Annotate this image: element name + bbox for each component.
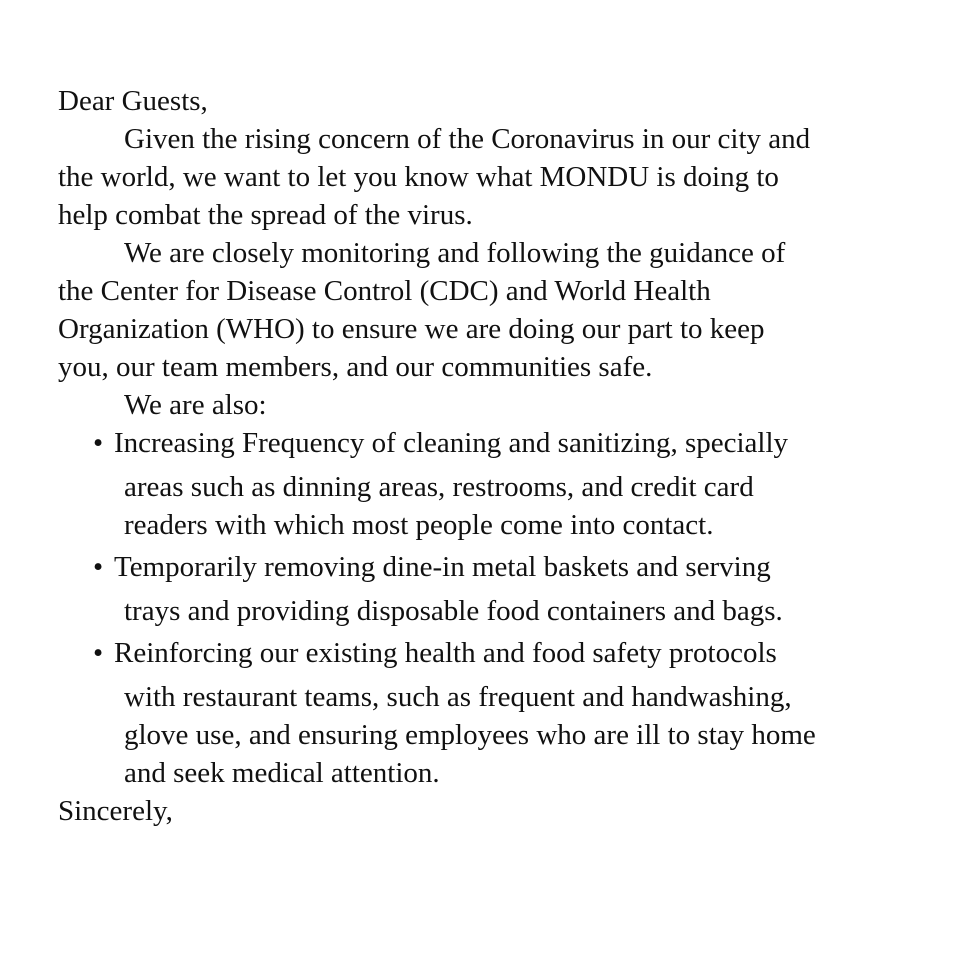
list-item-text: readers with which most people come into contact. — [124, 509, 714, 541]
paragraph-line: We are closely monitoring and following the guidance of — [124, 237, 786, 269]
list-item-text: and seek medical attention. — [124, 757, 440, 789]
paragraph-line: help combat the spread of the virus. — [58, 199, 473, 231]
paragraph-coronavirus-concern — [58, 120, 928, 234]
list-item — [58, 424, 928, 544]
closing: Sincerely, — [58, 795, 173, 827]
bullet-icon: • — [93, 427, 104, 459]
list-item-text: areas such as dinning areas, restrooms, and credit card — [124, 471, 754, 503]
paragraph-line: Organization (WHO) to ensure we are doing our part to keep — [58, 313, 765, 345]
also-intro: We are also: — [124, 389, 267, 421]
list-item-text: trays and providing disposable food containers and bags. — [124, 595, 783, 627]
paragraph-line: you, our team members, and our communities safe. — [58, 351, 653, 383]
bullet-icon: • — [93, 637, 104, 669]
list-item-text: glove use, and ensuring employees who are ill to stay home — [124, 719, 816, 751]
letter-body — [58, 82, 928, 830]
list-item — [58, 548, 928, 630]
paragraph-line: the world, we want to let you know what MONDU is doing to — [58, 161, 779, 193]
paragraph-monitoring-guidance — [58, 234, 928, 386]
list-item-text: Reinforcing our existing health and food safety protocols — [114, 637, 777, 669]
list-item-text: Temporarily removing dine-in metal baskets and serving — [114, 551, 771, 583]
list-item-text: Increasing Frequency of cleaning and sanitizing, specially — [114, 427, 789, 459]
list-item — [58, 634, 928, 792]
paragraph-line: the Center for Disease Control (CDC) and World Health — [58, 275, 711, 307]
greeting: Dear Guests, — [58, 85, 208, 117]
paragraph-line: Given the rising concern of the Coronavirus in our city and — [124, 123, 811, 155]
measures-list — [58, 424, 928, 792]
bullet-icon: • — [93, 551, 104, 583]
list-item-text: with restaurant teams, such as frequent and handwashing, — [124, 681, 792, 713]
